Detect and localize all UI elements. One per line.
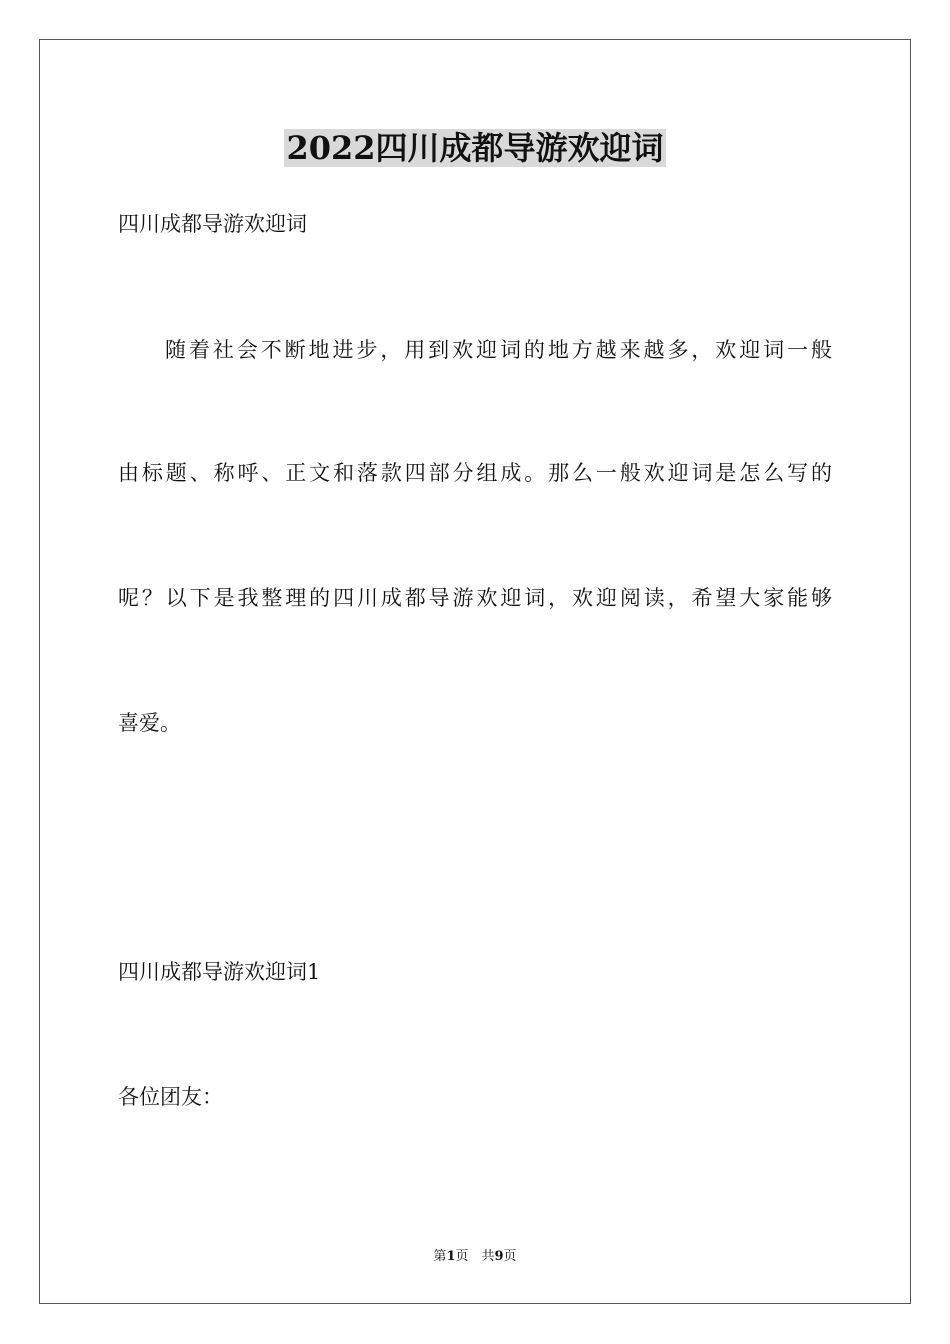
footer-page-current: 1: [446, 1249, 456, 1264]
document-title: [0, 128, 950, 168]
section-heading: 四川成都导游欢迎词1: [118, 960, 321, 984]
intro-line-3: 呢？以下是我整理的四川成都导游欢迎词，欢迎阅读，希望大家能够: [118, 586, 832, 610]
footer-page-prefix: 第: [433, 1249, 447, 1264]
intro-line-2: 由标题、称呼、正文和落款四部分组成。那么一般欢迎词是怎么写的: [118, 461, 832, 485]
footer-page-suffix: 页: [503, 1249, 517, 1264]
salutation: 各位团友：: [118, 1085, 223, 1109]
intro-line-4: 喜爱。: [118, 711, 181, 735]
page-footer: [0, 1248, 950, 1266]
document-title-text: 2022四川成都导游欢迎词: [286, 129, 664, 167]
footer-page-mid: 页 共: [455, 1249, 495, 1264]
footer-page-total: 9: [494, 1249, 504, 1264]
document-subtitle: 四川成都导游欢迎词: [118, 212, 307, 236]
intro-line-1: 随着社会不断地进步，用到欢迎词的地方越来越多，欢迎词一般: [165, 338, 832, 362]
